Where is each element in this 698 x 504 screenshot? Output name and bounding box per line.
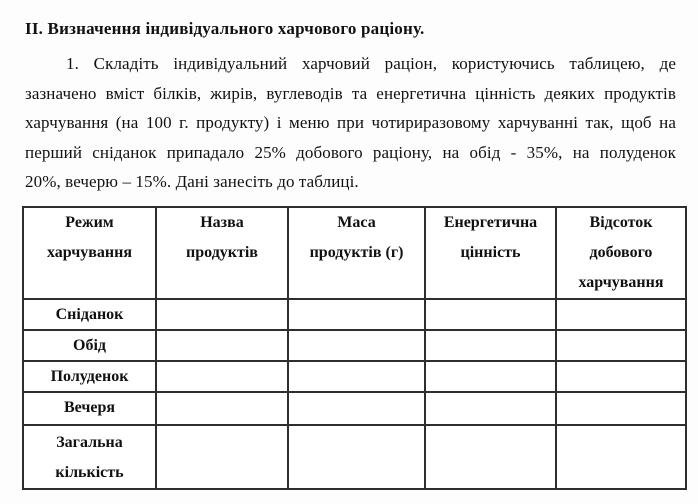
table-row-breakfast	[23, 299, 686, 330]
empty-cell	[425, 425, 556, 489]
header-line: продуктів	[186, 243, 258, 261]
header-line: Режим	[65, 213, 114, 231]
header-cell-product-name	[156, 207, 288, 299]
paragraph-line: зазначено вміст білків, жирів, вуглеводів та енергетична цінність деяких продуктів	[25, 83, 676, 103]
paragraph-line: 20%, вечерю – 15%. Дані занесіть до таблиці.	[25, 172, 359, 191]
header-line: добового	[589, 243, 653, 261]
table-header-row	[23, 207, 686, 299]
header-line: продуктів (г)	[309, 243, 404, 261]
empty-cell	[288, 330, 425, 361]
empty-cell	[156, 330, 288, 361]
empty-cell	[156, 361, 288, 392]
empty-cell	[556, 425, 686, 489]
header-line: Відсоток	[589, 213, 653, 231]
paragraph-line: харчування (на 100 г. продукту) і меню при чотириразовому харчуванні так, щоб на	[25, 113, 676, 132]
header-line: Маса	[337, 213, 376, 231]
empty-cell	[556, 299, 686, 330]
table-row-lunch	[23, 330, 686, 361]
row-label-line: кількість	[55, 463, 124, 481]
header-cell-product-mass	[288, 207, 425, 299]
ration-table	[22, 206, 687, 490]
row-label-breakfast: Сніданок	[23, 299, 156, 330]
header-cell-energy-value	[425, 207, 556, 299]
empty-cell	[556, 361, 686, 392]
empty-cell	[288, 361, 425, 392]
header-line: харчування	[578, 273, 664, 291]
empty-cell	[156, 425, 288, 489]
empty-cell	[156, 392, 288, 425]
paragraph-line: 1. Складіть індивідуальний харчовий раціон, користуючись таблицею, де	[66, 54, 676, 73]
row-label-total	[23, 425, 156, 489]
empty-cell	[425, 330, 556, 361]
empty-cell	[556, 330, 686, 361]
header-line: Назва	[200, 213, 244, 231]
header-line: харчування	[46, 243, 133, 261]
header-cell-meal-mode	[23, 207, 156, 299]
section-heading: ІІ. Визначення індивідуального харчового раціону.	[25, 19, 425, 38]
row-label-lunch: Обід	[23, 330, 156, 361]
table-row-total	[23, 425, 686, 489]
table-row-supper	[23, 392, 686, 425]
empty-cell	[425, 299, 556, 330]
task-paragraph	[25, 49, 676, 197]
empty-cell	[425, 361, 556, 392]
empty-cell	[556, 392, 686, 425]
empty-cell	[288, 392, 425, 425]
empty-cell	[288, 425, 425, 489]
empty-cell	[156, 299, 288, 330]
row-label-afternoon-snack: Полуденок	[23, 361, 156, 392]
empty-cell	[425, 392, 556, 425]
row-label-supper: Вечеря	[23, 392, 156, 425]
row-label-line: Загальна	[56, 433, 123, 451]
empty-cell	[288, 299, 425, 330]
header-line: цінність	[460, 243, 521, 261]
paragraph-line: перший сніданок припадало 25% добового раціону, на обід - 35%, на полуденок	[25, 142, 676, 162]
table-row-afternoon-snack	[23, 361, 686, 392]
header-line: Енергетична	[443, 213, 538, 231]
header-cell-daily-percent	[556, 207, 686, 299]
